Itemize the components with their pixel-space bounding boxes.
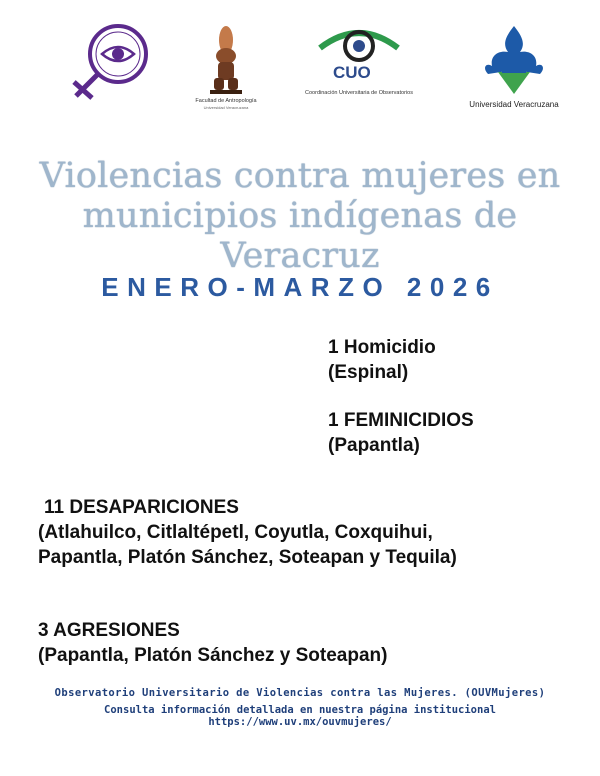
cuo-caption: Coordinación Universitaria de Observatorios: [305, 90, 413, 96]
stat-title: 3 AGRESIONES: [38, 620, 180, 641]
uv-logo: [462, 22, 566, 110]
stat-agresiones: [38, 618, 387, 668]
facultad-subcaption: Universidad Veracruzana: [203, 105, 249, 110]
main-title-line-2: municipios indígenas de Veracruz: [82, 196, 518, 276]
main-title-line-1: Violencias contra mujeres en: [39, 156, 561, 196]
footer-organization: Observatorio Universitario de Violencias contra las Mujeres. (OUVMujeres): [54, 687, 546, 699]
ouvmujeres-logo: [62, 22, 154, 102]
logo-bar: [0, 0, 600, 120]
stat-places: (Papantla): [328, 435, 420, 456]
footer-url-link[interactable]: https://www.uv.mx/ouvmujeres/: [208, 716, 392, 728]
stat-places: Papantla, Platón Sánchez, Soteapan y Tequila): [38, 547, 457, 568]
stat-places: (Espinal): [328, 362, 409, 383]
stat-places: (Papantla, Platón Sánchez y Soteapan): [38, 645, 388, 666]
footer-info: Consulta información detallada en nuestra página institucional: [104, 704, 496, 716]
stat-homicidio: [328, 335, 436, 385]
facultad-caption: Facultad de Antropología: [195, 98, 257, 104]
antropologia-figure-logo: [190, 20, 262, 108]
cuo-acronym: CUO: [333, 63, 371, 82]
period-heading: ENERO-MARZO 2026: [101, 272, 499, 302]
uv-caption: Universidad Veracruzana: [469, 100, 559, 109]
stat-title: 11 DESAPARICIONES: [44, 497, 239, 518]
stat-title: 1 Homicidio: [328, 337, 436, 358]
stat-feminicidios: [328, 408, 474, 458]
stat-title: 1 FEMINICIDIOS: [328, 410, 474, 431]
stat-places: (Atlahuilco, Citlaltépetl, Coyutla, Coxquihui,: [38, 522, 433, 543]
stat-desapariciones: [38, 495, 457, 570]
